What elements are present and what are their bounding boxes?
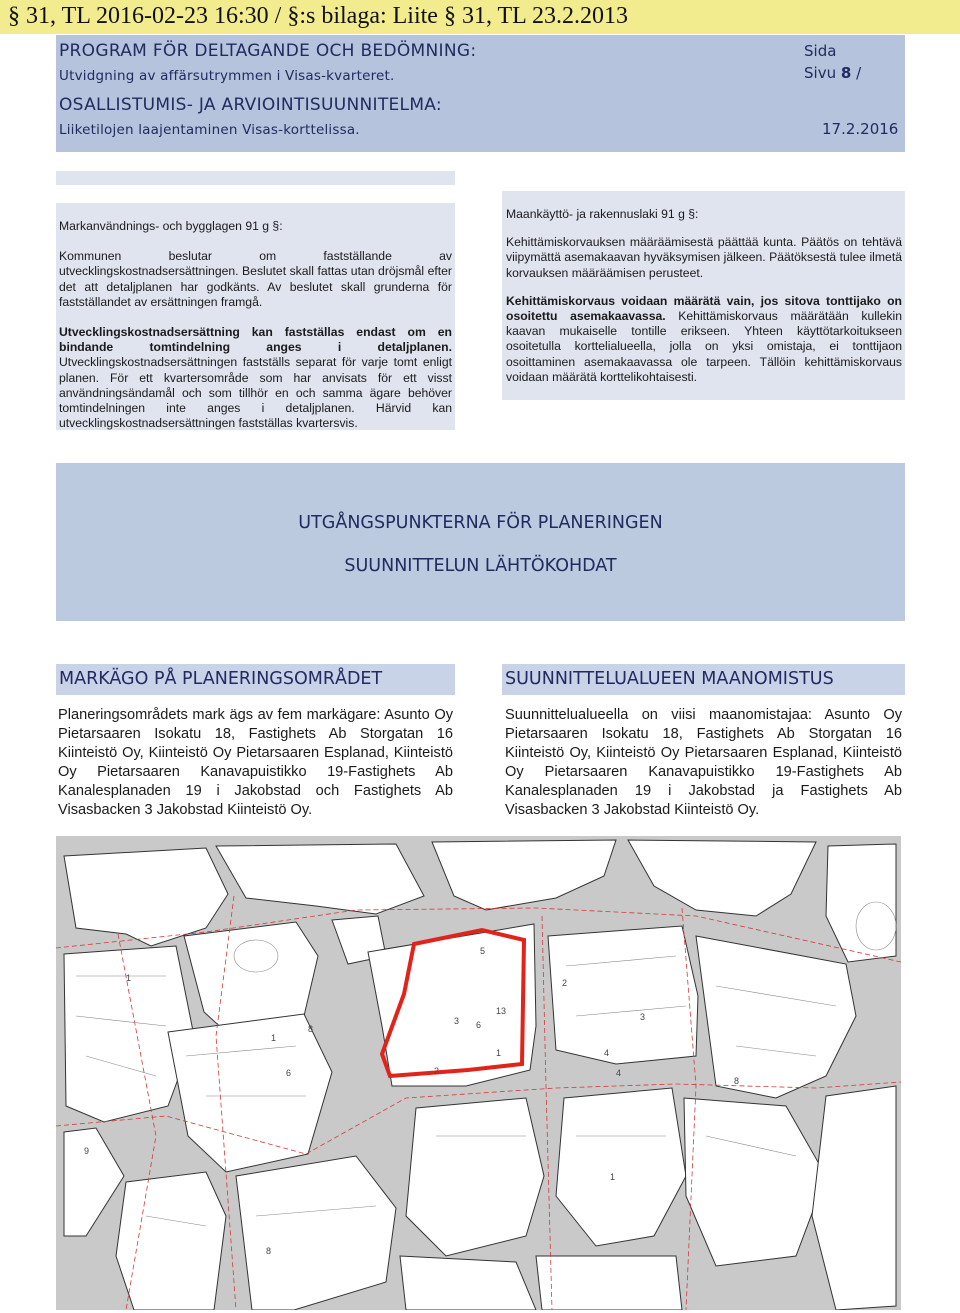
- law-bold-sv: Utvecklingskostnadsersättning kan fastställas endast om en bindande tomtindelning anges i detaljplanen.: [59, 325, 452, 355]
- law-heading-fi: Maankäyttö- ja rakennuslaki 91 g §:: [506, 207, 699, 221]
- law-rest-sv: Utvecklingskostnadsersättningen fastställs separat för varje tomt enligt planen. För ett kvartersområde som har anvisats för ett visst användningsändamål och som tillhör en och samma ägare behöver tomtindelningen inte anges i detaljplanen. Härvid kan utvecklingskostnadsersättningen fastställas kvartersvis.: [59, 355, 452, 431]
- block: [826, 844, 896, 962]
- svg-text:2: 2: [562, 978, 568, 988]
- page-separator: /: [856, 64, 862, 82]
- header-title-sv: PROGRAM FÖR DELTAGANDE OCH BEDÖMNING:: [59, 41, 477, 61]
- document-header: [56, 35, 905, 152]
- block: [432, 840, 616, 910]
- svg-text:1: 1: [271, 1033, 277, 1043]
- law-box-fi: [502, 191, 905, 400]
- svg-text:13: 13: [496, 1006, 507, 1016]
- cadastral-map: [56, 836, 901, 1310]
- svg-text:4: 4: [616, 1068, 622, 1078]
- section-title-fi: SUUNNITTELUN LÄHTÖKOHDAT: [344, 556, 617, 576]
- law-rest-fi: Kehittämiskorvaus määrätään kullekin kaavan mukaiselle tontille erikseen. Yhteen käyttötarkoitukseen osoitetulla korttelialueella, jolla on yksi omistaja, ei tonttijaon osoittaminen asemakaavassa ole tarpeen. Tällöin kehittämiskorvaus voidaan määrätä korttelikohtaisesti.: [506, 309, 902, 384]
- block: [684, 1098, 826, 1266]
- header-subtitle-fi: Liiketilojen laajentaminen Visas-korttelissa.: [59, 122, 360, 138]
- svg-text:9: 9: [84, 1146, 90, 1156]
- block: [64, 848, 228, 946]
- divider-bar: [56, 171, 455, 185]
- svg-text:1: 1: [126, 973, 132, 983]
- block: [216, 844, 424, 914]
- svg-text:3: 3: [640, 1012, 646, 1022]
- page-indicator: [804, 64, 861, 82]
- block: [400, 1256, 536, 1310]
- law-paragraph-1-sv: Kommunen beslutar om fastställande av utvecklingskostnadsersättningen. Beslutet skall fattas utan dröjsmål efter det att detaljplanen har godkänts. Av beslutet skall grunderna för fastställandet av ersättningen framgå.: [59, 249, 452, 309]
- svg-text:6: 6: [286, 1068, 292, 1078]
- section-banner: [56, 463, 905, 621]
- ownership-heading-sv-text: MARKÄGO PÅ PLANERINGSOMRÅDET: [59, 669, 383, 689]
- header-title-fi: OSALLISTUMIS- JA ARVIOINTISUUNNITELMA:: [59, 95, 442, 115]
- svg-text:1: 1: [610, 1172, 616, 1182]
- law-heading-sv: Markanvändnings- och bygglagen 91 g §:: [59, 219, 283, 233]
- block: [696, 936, 856, 1098]
- block: [536, 1256, 682, 1310]
- header-subtitle-sv: Utvidgning av affärsutrymmen i Visas-kvarteret.: [59, 68, 395, 84]
- law-box-sv: [56, 203, 455, 430]
- block: [556, 1088, 686, 1246]
- block: [548, 926, 698, 1064]
- law-paragraph-2-fi: [506, 294, 902, 385]
- ownership-heading-sv: [56, 664, 455, 695]
- block: [168, 1014, 332, 1172]
- banner-text: § 31, TL 2016-02-23 16:30 / §:s bilaga: Liite § 31, TL 23.2.2013: [8, 3, 628, 29]
- block: [406, 1098, 544, 1256]
- svg-text:4: 4: [604, 1048, 610, 1058]
- svg-text:8: 8: [734, 1076, 740, 1086]
- svg-text:1: 1: [496, 1048, 502, 1058]
- plan-area-map: [56, 836, 901, 1310]
- ownership-heading-fi-text: SUUNNITTELUALUEEN MAANOMISTUS: [505, 669, 834, 689]
- ownership-text-fi: Suunnittelualueella on viisi maanomistajaa: Asunto Oy Pietarsaaren Isokatu 18, Fastighets Ab Storgatan 16 Kiinteistö Oy, Kiinteistö Oy Pietarsaaren Esplanad, Kiinteistö Oy Pietarsaaren Kanavapuistikko 19-Fastighets Ab Kanalesplanaden 19 i Jakobstad ja Fastighets Ab Visasbacken 3 Jakobstad Kiinteistö Oy.: [505, 707, 902, 819]
- section-title-sv: UTGÅNGSPUNKTERNA FÖR PLANERINGEN: [298, 513, 663, 533]
- page-label-fi: Sivu: [804, 64, 837, 82]
- svg-text:8: 8: [266, 1246, 272, 1256]
- law-bold-fi: Kehittämiskorvaus voidaan määrätä vain, jos sitova tonttijako on osoitettu asemakaavassa.: [506, 293, 902, 324]
- svg-text:8: 8: [308, 1024, 314, 1034]
- svg-text:5: 5: [480, 946, 486, 956]
- block: [628, 840, 816, 916]
- block: [368, 924, 536, 1086]
- law-paragraph-2-sv: [59, 325, 452, 431]
- svg-text:3: 3: [454, 1016, 460, 1026]
- law-paragraph-1-fi: Kehittämiskorvauksen määräämisestä päättää kunta. Päätös on tehtävä viipymättä asemakaavan hyväksymisen jälkeen. Päätöksestä tulee ilmetä korvauksen määräämisen perusteet.: [506, 235, 902, 280]
- svg-text:2: 2: [434, 1066, 440, 1076]
- svg-text:6: 6: [476, 1020, 482, 1030]
- document-date: 17.2.2016: [822, 120, 899, 138]
- block: [64, 1128, 124, 1236]
- ownership-heading-fi: [502, 664, 905, 695]
- block: [236, 1156, 396, 1310]
- ownership-text-sv: Planeringsområdets mark ägs av fem markägare: Asunto Oy Pietarsaaren Isokatu 18, Fastighets Ab Storgatan 16 Kiinteistö Oy, Kiinteistö Oy Pietarsaaren Esplanad, Kiinteistö Oy Pietarsaaren Kanavapuistikko 19-Fastighets Ab Kanalesplanaden 19 i Jakobstad och Fastighets Ab Visasbacken 3 Jakobstad Kiinteistö Oy.: [58, 707, 453, 819]
- page-label-sv: Sida: [804, 42, 837, 60]
- block: [116, 1172, 226, 1310]
- block: [812, 1086, 896, 1310]
- top-banner: [0, 0, 960, 34]
- page-number: 8: [840, 64, 852, 82]
